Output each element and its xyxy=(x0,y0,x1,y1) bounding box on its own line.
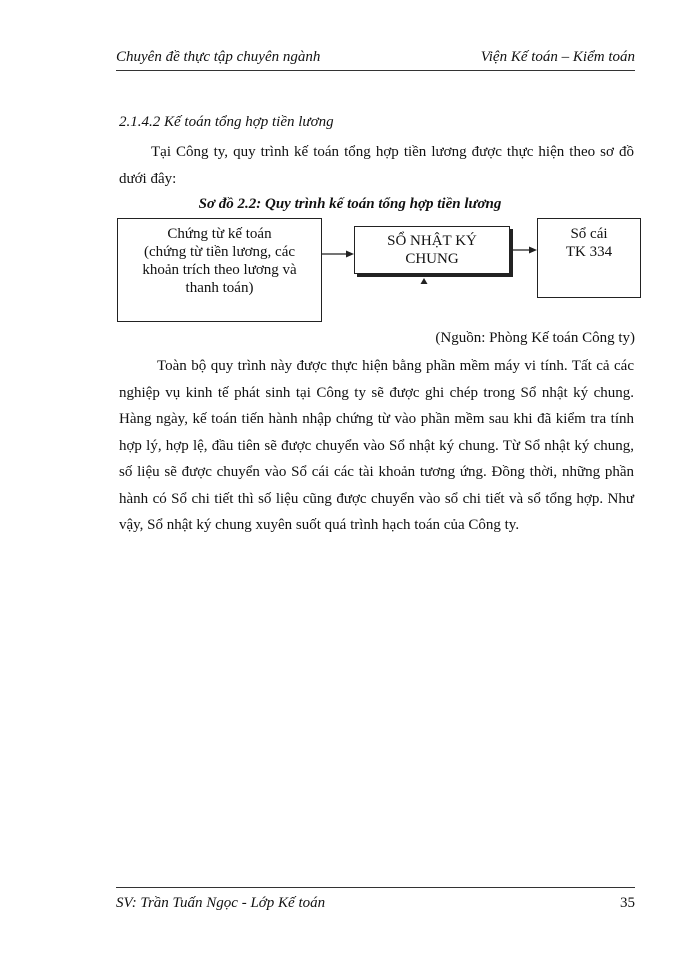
diagram-box-source-documents xyxy=(117,218,322,322)
header-right-text: Viện Kế toán – Kiểm toán xyxy=(480,49,635,65)
box-left-line-4: thanh toán) xyxy=(185,280,254,296)
footer-author: SV: Trần Tuấn Ngọc - Lớp Kế toán xyxy=(116,895,326,911)
section-heading: 2.1.4.2 Kế toán tổng hợp tiền lương xyxy=(119,114,334,130)
box-left-line-1: Chứng từ kế toán xyxy=(167,226,272,242)
body-paragraph: Toàn bộ quy trình này được thực hiện bằng phần mềm máy vi tính. Tất cả các nghiệp vụ kinh tế phát sinh tại Công ty sẽ được ghi chép trong Sổ nhật ký chung. Hàng ngày, kế toán tiến hành nhập chứng từ vào phần mềm sau khi đã kiểm tra tính hợp lý, hợp lệ, đầu tiên sẽ được chuyển vào Sổ nhật ký chung. Từ Sổ nhật ký chung, số liệu sẽ được chuyển vào Sổ cái các tài khoản tương ứng. Đồng thời, những phần hành có Sổ chi tiết thì số liệu cũng được chuyển vào sổ chi tiết và sổ tổng hợp. Như vậy, Sổ nhật ký chung xuyên suốt quá trình hạch toán của Công ty. xyxy=(119,358,634,533)
box-right-line-1: Sổ cái xyxy=(570,226,608,242)
diagram-box-general-journal xyxy=(354,226,510,274)
diagram-source: (Nguồn: Phòng Kế toán Công ty) xyxy=(435,330,635,346)
diagram-box-ledger xyxy=(537,218,641,298)
arrow-up-marker xyxy=(421,278,428,284)
box-left-line-2: (chứng từ tiền lương, các xyxy=(143,244,296,260)
box-mid-line-2: CHUNG xyxy=(405,251,459,267)
box-right-line-2: TK 334 xyxy=(565,244,613,260)
box-left-line-3: khoản trích theo lương và xyxy=(142,262,297,278)
intro-paragraph: Tại Công ty, quy trình kế toán tổng hợp tiền lương được thực hiện theo sơ đồ dưới đây: xyxy=(119,144,634,187)
page-footer xyxy=(116,887,635,911)
page-header xyxy=(116,48,635,71)
diagram-title: Sơ đồ 2.2: Quy trình kế toán tổng hợp tiền lương xyxy=(198,196,502,212)
arrow-documents-to-journal xyxy=(322,251,354,258)
page-number: 35 xyxy=(620,895,635,911)
header-left-text: Chuyên đề thực tập chuyên ngành xyxy=(116,49,321,65)
arrow-journal-to-ledger xyxy=(513,247,537,254)
box-mid-line-1: SỔ NHẬT KÝ xyxy=(387,233,477,249)
